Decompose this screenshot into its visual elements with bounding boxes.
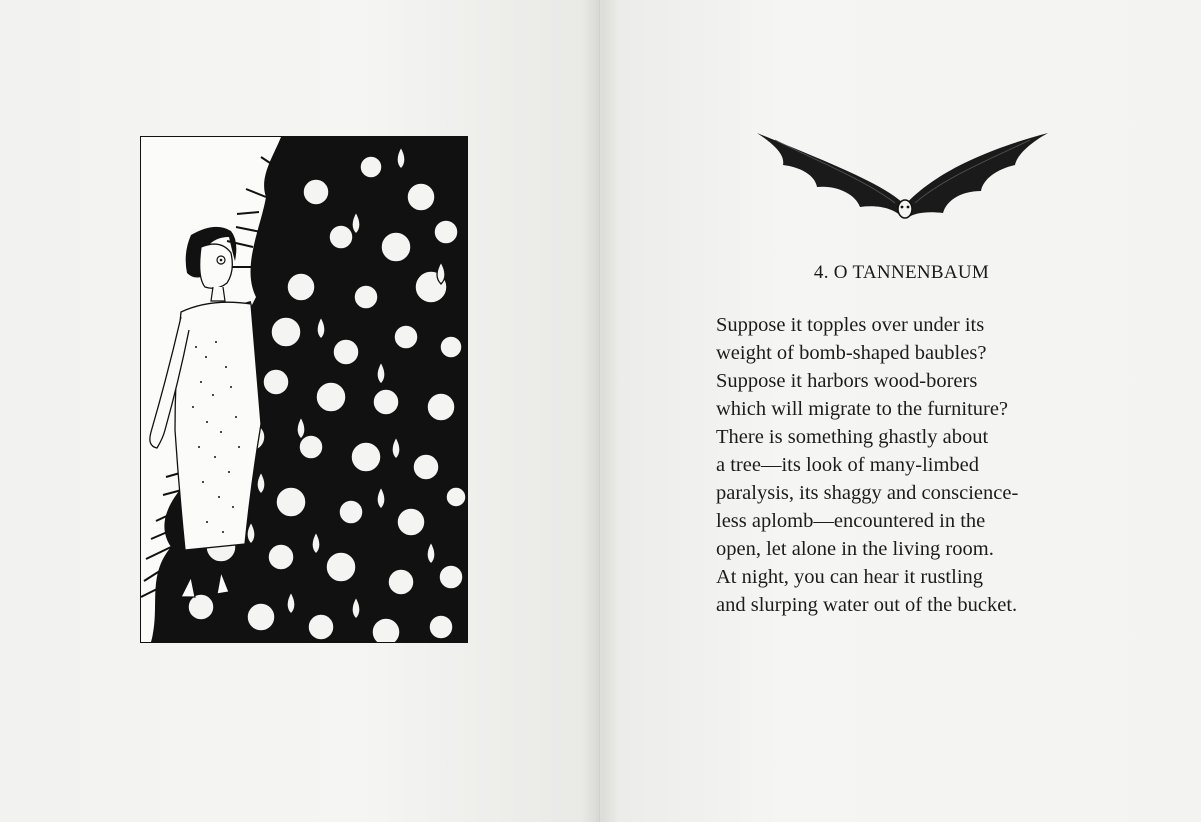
text-line: open, let alone in the living room. — [716, 538, 994, 560]
left-page — [0, 0, 600, 822]
chapter-title: 4. O TANNENBAUM — [813, 262, 990, 283]
chapter-body-text — [716, 311, 1116, 619]
text-line: weight of bomb-shaped baubles? — [716, 342, 987, 364]
text-line: Suppose it harbors wood-borers — [716, 370, 978, 392]
text-line: paralysis, its shaggy and conscience- — [716, 482, 1019, 504]
woman-figure — [150, 227, 261, 597]
tree-drawing — [141, 137, 467, 642]
text-line: less aplomb—encountered in the — [716, 510, 986, 532]
bat-icon — [755, 125, 1050, 225]
text-line: which will migrate to the furniture? — [716, 398, 1009, 420]
text-line: and slurping water out of the bucket. — [716, 594, 1018, 616]
text-line: a tree—its look of many-limbed — [716, 454, 980, 476]
christmas-tree-illustration — [140, 136, 468, 643]
text-line: There is something ghastly about — [716, 426, 989, 448]
text-line: At night, you can hear it rustling — [716, 566, 984, 588]
text-line: Suppose it topples over under its — [716, 314, 985, 336]
